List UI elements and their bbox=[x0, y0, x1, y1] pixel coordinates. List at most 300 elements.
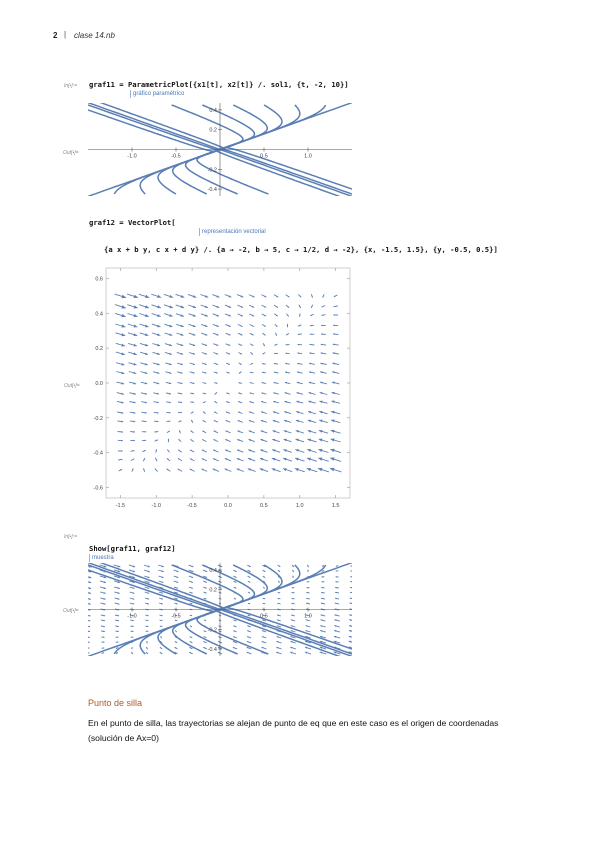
plot2-arrow-head bbox=[216, 314, 219, 316]
plot2-vector-arrow bbox=[283, 449, 292, 452]
plot2-vector-arrow bbox=[262, 382, 267, 384]
plot3-vector-arrow bbox=[100, 592, 106, 594]
plot2-vector-arrow bbox=[140, 324, 149, 327]
plot2-vector-arrow bbox=[166, 382, 172, 384]
plot2-arrow-head bbox=[260, 458, 263, 461]
plot2-vector-arrow bbox=[116, 363, 125, 366]
plot2-vector-arrow bbox=[167, 469, 171, 472]
plot3-arrow-head bbox=[104, 587, 106, 589]
plot3-vector-arrow bbox=[146, 647, 148, 649]
plot2-arrow-head bbox=[157, 295, 161, 298]
plot2-vector-arrow bbox=[203, 412, 206, 414]
plot3-y-tick-label: 0.2 bbox=[209, 587, 217, 594]
plot3-vector-arrow bbox=[101, 637, 104, 638]
plot2-vector-arrow bbox=[311, 305, 313, 308]
plot2-vector-arrow bbox=[225, 439, 230, 441]
tooltip-parametric: gráfico paramétrico bbox=[130, 90, 184, 98]
plot1-trajectory bbox=[220, 149, 352, 194]
plot2-vector-arrow bbox=[250, 324, 254, 326]
plot2-vector-arrow bbox=[202, 372, 206, 374]
plot3-arrow-head bbox=[290, 647, 292, 649]
plot2-vector-arrow bbox=[117, 401, 124, 403]
plot2-arrow-head bbox=[181, 295, 185, 298]
plot2-arrow-head bbox=[225, 450, 227, 452]
plot3-arrow-head bbox=[336, 576, 338, 578]
plot2-vector-arrow bbox=[117, 382, 125, 384]
plot3-arrow-head bbox=[334, 652, 337, 654]
plot3-vector-arrow bbox=[146, 631, 149, 632]
plot2-vector-arrow bbox=[127, 294, 138, 298]
plot2-arrow-head bbox=[283, 449, 286, 452]
plot2-arrow-head bbox=[272, 468, 276, 471]
plot3-vector-arrow bbox=[129, 587, 134, 589]
plot2-vector-arrow bbox=[321, 333, 326, 335]
plot3-vector-arrow bbox=[278, 581, 279, 583]
plot2-vector-arrow bbox=[178, 458, 182, 461]
plot3-vector-arrow bbox=[292, 570, 294, 572]
plot3-arrow-head bbox=[205, 581, 207, 582]
plot3-vector-arrow bbox=[190, 615, 192, 616]
plot2-vector-arrow bbox=[286, 295, 290, 298]
plot3-vector-arrow bbox=[322, 570, 324, 571]
plot2-vector-arrow bbox=[238, 401, 242, 403]
plot2-vector-arrow bbox=[153, 363, 160, 365]
plot2-vector-arrow bbox=[237, 469, 244, 472]
plot2-vector-arrow bbox=[164, 324, 172, 327]
plot3-vector-arrow bbox=[101, 603, 106, 605]
plot3-vector-arrow bbox=[321, 587, 324, 588]
plot3-vector-arrow bbox=[189, 565, 194, 567]
plot3-vector-arrow bbox=[101, 615, 105, 616]
plot2-arrow-head bbox=[318, 449, 322, 452]
plot2-vector-arrow bbox=[238, 412, 243, 414]
plot2-vector-arrow bbox=[167, 421, 171, 422]
plot2-vector-arrow bbox=[155, 458, 157, 461]
plot2-vector-arrow bbox=[119, 469, 123, 471]
plot3-vector-arrow bbox=[307, 587, 310, 589]
plot2-vector-arrow bbox=[202, 363, 207, 365]
plot2-vector-arrow bbox=[202, 450, 207, 452]
plot2-vector-arrow bbox=[333, 344, 339, 346]
plot2-vector-arrow bbox=[153, 372, 160, 374]
plot2-arrow-head bbox=[193, 295, 196, 298]
plot2-vector-arrow bbox=[178, 421, 181, 422]
plot2-vector-arrow bbox=[142, 440, 146, 442]
plot3-vector-arrow bbox=[277, 620, 281, 621]
plot2-vector-arrow bbox=[189, 333, 196, 336]
plot2-vector-arrow bbox=[274, 382, 279, 384]
plot2-arrow-head bbox=[248, 469, 251, 471]
plot2-vector-arrow bbox=[299, 305, 301, 308]
plot2-arrow-head bbox=[285, 392, 287, 394]
plot3-vector-arrow bbox=[102, 653, 104, 654]
parametric-plot bbox=[88, 103, 352, 196]
plot2-arrow-head bbox=[260, 449, 263, 451]
plot3-vector-arrow bbox=[335, 614, 340, 616]
plot3-vector-arrow bbox=[321, 615, 326, 617]
plot2-vector-arrow bbox=[202, 459, 207, 461]
plot2-arrow-head bbox=[134, 314, 138, 317]
plot3-vector-arrow bbox=[349, 641, 352, 643]
plot3-vector-arrow bbox=[174, 576, 179, 578]
plot3-trajectory bbox=[221, 565, 282, 609]
plot3-vector-arrow bbox=[321, 598, 325, 600]
plot3-vector-arrow bbox=[160, 647, 162, 649]
plot2-arrow-head bbox=[310, 334, 312, 335]
plot2-vector-arrow bbox=[238, 333, 242, 335]
plot2-vector-arrow bbox=[167, 450, 169, 453]
plot2-arrow-head bbox=[205, 334, 207, 336]
plot3-trajectory bbox=[88, 565, 220, 610]
plot2-vector-arrow bbox=[130, 440, 135, 441]
plot3-arrow-head bbox=[305, 652, 308, 654]
plot3-vector-arrow bbox=[247, 565, 250, 567]
plot2-vector-arrow bbox=[190, 382, 195, 384]
plot3-vector-arrow bbox=[334, 625, 340, 627]
code-graf11[interactable]: graf11 = ParametricPlot[{x1[t], x2[t]} /. sol1, {t, -2, 10}] bbox=[89, 80, 349, 89]
plot2-vector-arrow bbox=[319, 411, 327, 414]
plot2-vector-arrow bbox=[189, 344, 195, 346]
plot3-vector-arrow bbox=[88, 592, 91, 594]
plot3-vector-arrow bbox=[276, 652, 282, 654]
plot3-arrow-head bbox=[118, 570, 121, 572]
plot2-vector-arrow bbox=[154, 402, 159, 404]
plot3-vector-arrow bbox=[129, 565, 135, 567]
plot2-vector-arrow bbox=[322, 306, 326, 308]
plot2-vector-arrow bbox=[118, 431, 124, 433]
plot2-vector-arrow bbox=[129, 372, 137, 375]
plot2-arrow-head bbox=[181, 314, 184, 317]
plot2-vector-arrow bbox=[214, 401, 217, 403]
section-title: Punto de silla bbox=[88, 698, 143, 708]
plot2-vector-arrow bbox=[139, 314, 149, 318]
plot3-vector-arrow bbox=[88, 637, 90, 638]
plot2-arrow-head bbox=[321, 325, 323, 326]
plot3-arrow-head bbox=[161, 626, 163, 627]
plot3-vector-arrow bbox=[335, 592, 339, 593]
plot2-y-tick-label: 0.0 bbox=[95, 381, 103, 387]
plot2-y-tick-label: -0.2 bbox=[93, 415, 103, 422]
plot3-vector-arrow bbox=[349, 630, 352, 632]
plot1-trajectory bbox=[221, 105, 268, 149]
plot2-vector-arrow bbox=[261, 420, 267, 422]
plot2-arrow-head bbox=[193, 334, 196, 336]
plot2-vector-arrow bbox=[295, 449, 304, 452]
plot3-vector-arrow bbox=[190, 603, 193, 604]
plot2-vector-arrow bbox=[273, 411, 279, 413]
plot3-vector-arrow bbox=[115, 598, 120, 600]
plot3-vector-arrow bbox=[234, 581, 237, 582]
plot2-vector-arrow bbox=[333, 314, 338, 316]
plot2-vector-arrow bbox=[262, 305, 267, 307]
plot2-vector-arrow bbox=[274, 295, 278, 298]
code-show[interactable]: Show[graf11, graf12] bbox=[89, 544, 176, 553]
plot2-arrow-head bbox=[249, 431, 251, 433]
plot2-arrow-head bbox=[169, 372, 171, 374]
plot2-vector-arrow bbox=[201, 333, 207, 335]
plot2-vector-arrow bbox=[176, 294, 185, 297]
plot3-vector-arrow bbox=[262, 641, 267, 643]
plot3-vector-arrow bbox=[307, 581, 310, 582]
plot2-vector-arrow bbox=[261, 411, 267, 413]
plot2-vector-arrow bbox=[213, 344, 218, 346]
plot2-vector-arrow bbox=[330, 457, 341, 461]
plot2-vector-arrow bbox=[323, 294, 325, 297]
plot2-vector-arrow bbox=[115, 324, 125, 328]
plot2-vector-arrow bbox=[226, 344, 231, 346]
plot3-arrow-head bbox=[261, 652, 263, 654]
plot2-vector-arrow bbox=[332, 392, 340, 395]
plot3-vector-arrow bbox=[291, 630, 296, 632]
plot2-vector-arrow bbox=[309, 352, 314, 354]
plot3-arrow-head bbox=[334, 625, 336, 627]
plot2-arrow-head bbox=[228, 363, 230, 364]
plot2-vector-arrow bbox=[164, 294, 173, 298]
plot2-y-tick-label: 0.2 bbox=[95, 346, 103, 353]
plot3-vector-arrow bbox=[263, 576, 265, 578]
plot2-vector-arrow bbox=[151, 294, 161, 298]
plot2-arrow-head bbox=[287, 326, 289, 328]
plot2-vector-arrow bbox=[177, 382, 182, 384]
plot2-vector-arrow bbox=[127, 305, 138, 309]
plot3-arrow-head bbox=[305, 647, 307, 649]
plot3-vector-arrow bbox=[116, 637, 119, 638]
plot2-vector-arrow bbox=[249, 401, 254, 403]
plot3-vector-arrow bbox=[130, 603, 134, 604]
plot3-vector-arrow bbox=[160, 626, 163, 627]
plot3-arrow-head bbox=[349, 636, 352, 638]
plot3-vector-arrow bbox=[88, 615, 90, 617]
plot2-arrow-head bbox=[145, 431, 147, 432]
plot2-vector-arrow bbox=[132, 469, 134, 472]
plot2-arrow-head bbox=[261, 430, 264, 432]
plot2-arrow-head bbox=[295, 468, 299, 471]
plot2-arrow-head bbox=[134, 305, 138, 308]
plot2-vector-arrow bbox=[307, 449, 317, 453]
plot2-vector-arrow bbox=[249, 305, 254, 307]
plot2-vector-arrow bbox=[213, 469, 219, 472]
plot2-vector-arrow bbox=[156, 449, 158, 452]
plot2-vector-arrow bbox=[202, 439, 206, 441]
plot3-vector-arrow bbox=[234, 620, 237, 621]
plot2-vector-arrow bbox=[237, 431, 243, 433]
plot2-vector-arrow bbox=[167, 431, 170, 433]
plot3-arrow-head bbox=[276, 652, 278, 654]
plot2-vector-arrow bbox=[202, 469, 208, 472]
plot2-vector-arrow bbox=[225, 458, 231, 461]
plot3-vector-arrow bbox=[292, 581, 294, 582]
plot2-vector-arrow bbox=[321, 352, 327, 354]
plot3-vector-arrow bbox=[335, 603, 339, 604]
plot3-vector-arrow bbox=[248, 615, 251, 616]
plot3-vector-arrow bbox=[292, 592, 295, 593]
plot2-vector-arrow bbox=[238, 344, 242, 346]
plot2-vector-arrow bbox=[250, 372, 254, 373]
plot2-vector-arrow bbox=[142, 431, 147, 432]
plot2-arrow-head bbox=[169, 295, 173, 298]
plot3-vector-arrow bbox=[100, 587, 106, 589]
plot2-y-tick-label: 0.4 bbox=[95, 311, 103, 318]
plot3-arrow-head bbox=[292, 576, 294, 578]
plot2-vector-arrow bbox=[176, 305, 184, 308]
plot2-vector-arrow bbox=[275, 333, 276, 336]
plot3-vector-arrow bbox=[323, 565, 324, 567]
plot2-vector-arrow bbox=[177, 352, 183, 354]
plot3-vector-arrow bbox=[247, 636, 251, 638]
plot3-vector-arrow bbox=[248, 581, 251, 582]
plot2-vector-arrow bbox=[286, 344, 290, 345]
plot3-vector-arrow bbox=[248, 570, 251, 572]
plot3-arrow-head bbox=[89, 576, 92, 578]
plot2-vector-arrow bbox=[295, 458, 304, 462]
plot2-vector-arrow bbox=[140, 333, 149, 336]
plot3-vector-arrow bbox=[350, 592, 352, 593]
plot3-vector-arrow bbox=[278, 592, 281, 593]
plot2-arrow-head bbox=[121, 344, 125, 347]
plot2-vector-arrow bbox=[214, 382, 217, 383]
plot3-vector-arrow bbox=[101, 641, 104, 643]
plot2-vector-arrow bbox=[248, 458, 255, 461]
plot2-vector-arrow bbox=[226, 393, 229, 394]
plot3-vector-arrow bbox=[159, 603, 163, 604]
plot2-vector-arrow bbox=[332, 371, 339, 373]
code-graf12-line2[interactable]: {a x + b y, c x + d y} /. {a → -2, b → 5, c → 1/2, d → -2}, {x, -1.5, 1.5}, {y, -0.5, 0.5}] bbox=[104, 245, 498, 254]
plot2-vector-arrow bbox=[287, 324, 289, 327]
plot2-arrow-head bbox=[226, 401, 228, 402]
plot3-vector-arrow bbox=[307, 570, 308, 572]
plot2-vector-arrow bbox=[272, 449, 280, 452]
plot2-vector-arrow bbox=[238, 314, 243, 316]
plot2-vector-arrow bbox=[139, 294, 149, 298]
plot3-vector-arrow bbox=[278, 598, 281, 600]
plot2-vector-arrow bbox=[237, 305, 243, 308]
plot2-vector-arrow bbox=[238, 393, 242, 395]
plot2-vector-arrow bbox=[116, 352, 125, 355]
plot3-vector-arrow bbox=[204, 637, 207, 638]
plot3-vector-arrow bbox=[144, 565, 150, 567]
plot3-vector-arrow bbox=[146, 641, 148, 643]
plot3-vector-arrow bbox=[115, 631, 118, 632]
plot2-arrow-head bbox=[181, 325, 184, 327]
plot2-arrow-head bbox=[229, 325, 231, 327]
plot3-arrow-head bbox=[276, 647, 278, 649]
plot1-x-tick-label: 1.0 bbox=[304, 153, 312, 160]
plot2-vector-arrow bbox=[307, 439, 316, 442]
plot2-vector-arrow bbox=[179, 439, 182, 442]
plot3-vector-arrow bbox=[115, 620, 119, 622]
plot2-vector-arrow bbox=[128, 324, 138, 328]
plot2-vector-arrow bbox=[115, 313, 126, 317]
plot2-vector-arrow bbox=[213, 333, 219, 335]
plot3-vector-arrow bbox=[334, 636, 340, 638]
plot2-vector-arrow bbox=[203, 402, 206, 403]
plot2-vector-arrow bbox=[226, 412, 230, 414]
plot2-vector-arrow bbox=[273, 430, 280, 433]
plot3-vector-arrow bbox=[306, 620, 311, 622]
plot2-arrow-head bbox=[296, 430, 299, 433]
plot3-vector-arrow bbox=[175, 641, 177, 643]
plot2-vector-arrow bbox=[116, 372, 124, 375]
plot3-vector-arrow bbox=[336, 576, 339, 578]
plot3-vector-arrow bbox=[160, 620, 163, 622]
plot3-vector-arrow bbox=[115, 626, 119, 628]
plot2-vector-arrow bbox=[260, 449, 267, 452]
plot2-vector-arrow bbox=[176, 314, 184, 317]
plot2-arrow-head bbox=[205, 306, 208, 308]
plot2-vector-arrow bbox=[168, 439, 170, 442]
plot2-vector-arrow bbox=[155, 440, 158, 441]
plot2-vector-arrow bbox=[214, 420, 218, 422]
plot3-vector-arrow bbox=[203, 641, 206, 642]
plot2-arrow-head bbox=[307, 468, 311, 471]
plot2-vector-arrow bbox=[332, 363, 339, 365]
plot2-vector-arrow bbox=[213, 439, 218, 441]
plot2-vector-arrow bbox=[318, 458, 329, 462]
plot2-vector-arrow bbox=[283, 468, 292, 472]
plot2-arrow-head bbox=[237, 439, 240, 441]
plot3-vector-arrow bbox=[101, 620, 105, 621]
plot3-vector-arrow bbox=[336, 570, 339, 571]
plot2-arrow-head bbox=[272, 439, 275, 441]
plot2-vector-arrow bbox=[307, 468, 317, 472]
plot2-vector-arrow bbox=[320, 371, 327, 373]
plot2-vector-arrow bbox=[298, 325, 301, 326]
plot3-vector-arrow bbox=[306, 598, 309, 599]
plot3-vector-arrow bbox=[159, 581, 164, 583]
plot3-vector-arrow bbox=[290, 641, 295, 643]
code-graf12-line1[interactable]: graf12 = VectorPlot[ bbox=[89, 218, 176, 227]
plot2-arrow-head bbox=[238, 420, 240, 422]
plot2-vector-arrow bbox=[272, 439, 280, 442]
plot3-vector-arrow bbox=[334, 619, 339, 621]
plot3-vector-arrow bbox=[290, 647, 296, 649]
plot2-vector-arrow bbox=[321, 325, 326, 326]
plot2-arrow-head bbox=[225, 469, 228, 471]
plot2-vector-arrow bbox=[167, 458, 170, 461]
plot2-vector-arrow bbox=[153, 352, 160, 355]
plot2-vector-arrow bbox=[298, 294, 301, 297]
plot3-vector-arrow bbox=[88, 598, 91, 600]
plot2-arrow-head bbox=[330, 457, 334, 461]
plot2-y-tick-label: 0.6 bbox=[95, 276, 103, 283]
plot2-vector-arrow bbox=[260, 468, 268, 471]
plot2-arrow-head bbox=[205, 325, 208, 327]
plot2-vector-arrow bbox=[320, 392, 328, 395]
plot3-vector-arrow bbox=[247, 652, 252, 654]
plot3-vector-arrow bbox=[203, 587, 206, 588]
plot3-vector-arrow bbox=[88, 581, 91, 583]
plot3-vector-arrow bbox=[101, 631, 105, 632]
plot2-vector-arrow bbox=[285, 353, 289, 354]
plot2-vector-arrow bbox=[178, 450, 181, 453]
plot2-vector-arrow bbox=[129, 393, 136, 395]
plot2-arrow-head bbox=[157, 305, 161, 308]
plot2-vector-arrow bbox=[319, 420, 328, 423]
plot2-vector-arrow bbox=[296, 430, 304, 433]
plot3-arrow-head bbox=[290, 652, 292, 654]
plot1-trajectory bbox=[221, 105, 300, 149]
plot2-vector-arrow bbox=[141, 412, 146, 414]
plot3-vector-arrow bbox=[351, 565, 352, 567]
plot3-vector-arrow bbox=[291, 615, 295, 616]
plot2-vector-arrow bbox=[331, 430, 341, 433]
plot2-arrow-head bbox=[333, 325, 335, 327]
plot2-vector-arrow bbox=[190, 450, 194, 452]
plot2-vector-arrow bbox=[153, 393, 159, 395]
plot2-vector-arrow bbox=[296, 439, 305, 442]
plot2-vector-arrow bbox=[284, 411, 291, 413]
plot3-vector-arrow bbox=[161, 636, 162, 638]
